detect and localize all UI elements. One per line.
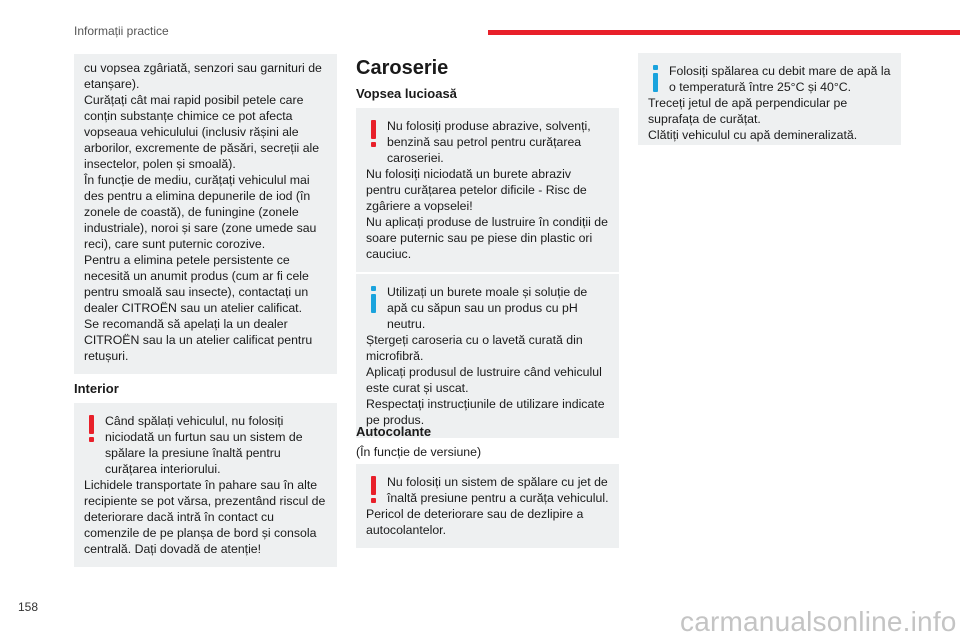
warning-box-paint (356, 108, 619, 272)
page-number: 158 (18, 600, 39, 614)
continued-note-box (74, 54, 337, 374)
info-paragraph: Clătiți vehiculul cu apă demineralizată. (648, 128, 858, 142)
warning-paragraph: Nu aplicați produse de lustruire în condiții de soare puternic sau pe piese din plastic ori cauciuc. (366, 215, 608, 261)
info-lead: Utilizați un burete moale și soluție de apă cu săpun sau un produs cu pH neutru. (387, 285, 588, 331)
warning-box-stickers (356, 464, 619, 548)
section-heading-interior: Interior (74, 381, 119, 396)
warning-lead: Când spălați vehiculul, nu folosiți niciodată un furtun sau un sistem de spălare la presiune înaltă pentru curățarea interiorului. (105, 414, 303, 476)
note-paragraph: cu vopsea zgâriată, senzori sau garnituri de etanșare). (84, 61, 322, 91)
warning-paragraph: Lichidele transportate în pahare sau în alte recipiente se pot vărsa, prezentând riscul de deteriorare dacă intră în contact cu comenzile de pe planșa de bord și consola centrală. Dați dovadă de atenție! (84, 478, 326, 556)
info-icon (366, 286, 380, 316)
warning-box-interior (74, 403, 337, 567)
info-box-paint (356, 274, 619, 438)
warning-paragraph: Nu folosiți niciodată un burete abraziv pentru curățarea petelor dificile - Risc de zgâriere a vopselei! (366, 167, 587, 213)
info-paragraph: Treceți jetul de apă perpendicular pe suprafața de curățat. (648, 96, 848, 126)
warning-paragraph: Pericol de deteriorare sau de dezlipire a autocolantelor. (366, 507, 584, 537)
header-title: Informații practice (74, 24, 169, 38)
info-box-washing (638, 53, 901, 145)
footer-watermark: carmanualsonline.info (680, 606, 957, 637)
subheading-vopsea-lucioasa: Vopsea lucioasă (356, 86, 457, 101)
info-lead: Folosiți spălarea cu debit mare de apă la o temperatură între 25°C și 40°C. (669, 64, 891, 94)
warning-icon (366, 120, 380, 150)
info-icon (648, 65, 662, 95)
note-paragraph: Pentru a elimina petele persistente ce necesită un anumit produs (cum ar fi cele pentru smoală sau insecte), contactați un dealer CITROËN sau un atelier calificat. (84, 253, 309, 315)
info-paragraph: Respectați instrucțiunile de utilizare indicate pe produs. (366, 397, 605, 427)
warning-icon (84, 415, 98, 445)
note-paragraph: Curățați cât mai rapid posibil petele care conțin substanțe chimice ce pot afecta vopseaua vehiculului (inclusiv rășini ale arborilor, excremente de păsări, secreții ale insectelor, polen și smoală). (84, 93, 320, 171)
warning-lead: Nu folosiți un sistem de spălare cu jet de înaltă presiune pentru a curăța vehiculul. (387, 475, 609, 505)
warning-icon (366, 476, 380, 506)
subheading-autocolante: Autocolante (356, 424, 432, 439)
version-note: (În funcție de versiune) (356, 445, 482, 459)
note-paragraph: În funcție de mediu, curățați vehiculul mai des pentru a elimina depunerile de iod (în zonele de coastă), de funingine (zonele industriale), noroi și sare (zone umede sau reci), care sunt puternic corozive. (84, 173, 317, 251)
warning-lead: Nu folosiți produse abrazive, solvenți, benzină sau petrol pentru curățarea caroseriei. (387, 119, 591, 165)
info-paragraph: Ștergeți caroseria cu o lavetă curată din microfibră. (366, 333, 583, 363)
section-title-caroserie: Caroserie (356, 57, 449, 79)
note-paragraph: Se recomandă să apelați la un dealer CITROËN sau la un atelier calificat pentru retușuri. (84, 317, 313, 363)
info-paragraph: Aplicați produsul de lustruire când vehiculul este curat și uscat. (366, 365, 602, 395)
header-accent-bar (488, 30, 960, 35)
